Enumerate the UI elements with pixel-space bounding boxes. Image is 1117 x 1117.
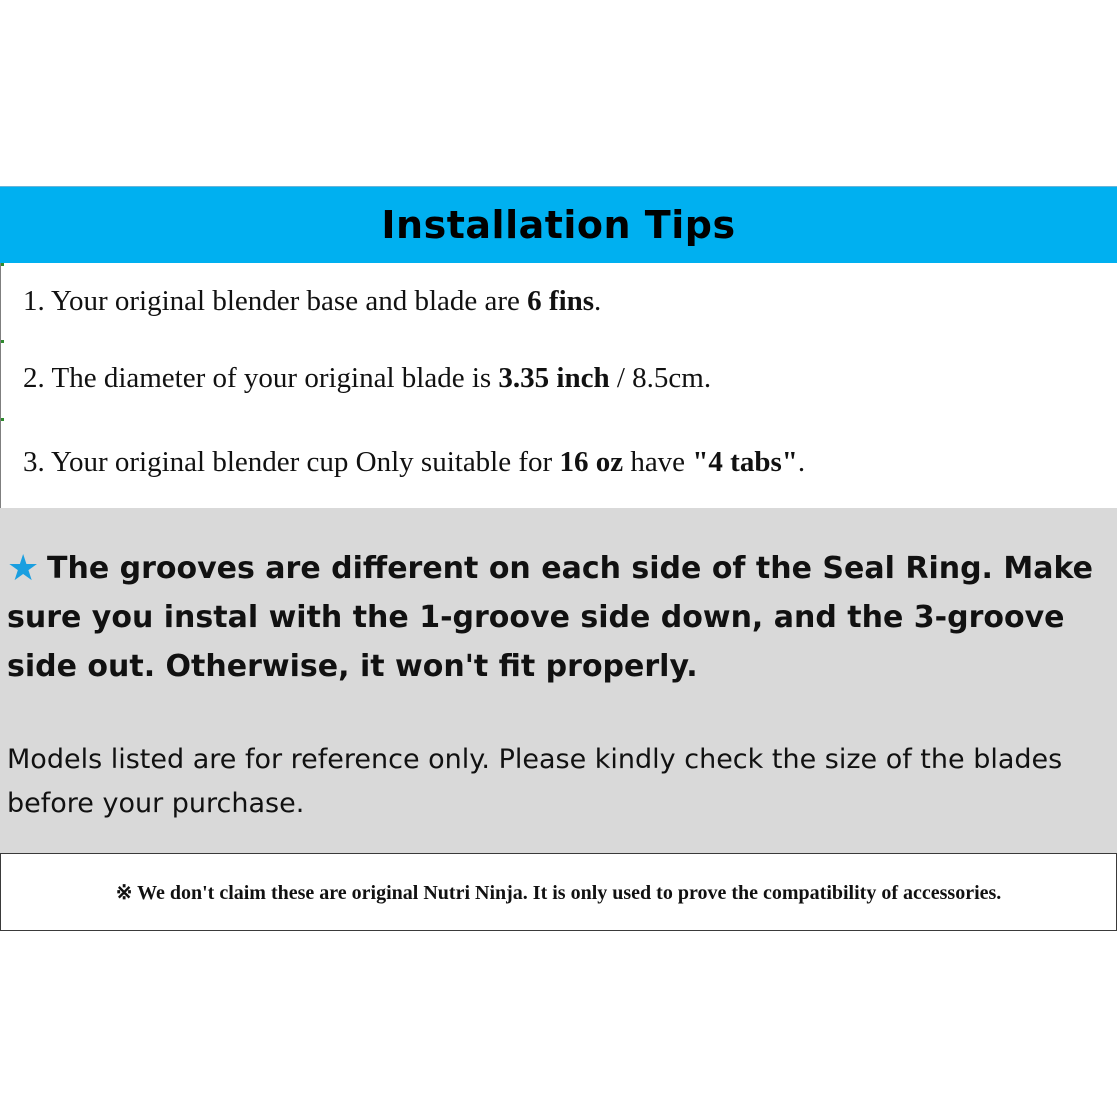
tip-text: Your original blender base and blade are bbox=[50, 285, 528, 317]
header-banner bbox=[0, 186, 1117, 263]
tip-emphasis: 16 oz bbox=[559, 446, 624, 478]
row-marker bbox=[1, 263, 4, 266]
tips-list bbox=[0, 263, 1117, 508]
row-marker bbox=[1, 418, 4, 421]
tip-text: . bbox=[594, 285, 602, 317]
tip-item-3 bbox=[23, 446, 805, 479]
tip-number: 3. bbox=[23, 446, 45, 478]
warning-text: The grooves are different on each side of the Seal Ring. Make sure you instal with the 1-groove side down, and the 3-groove side out. Otherwise, it won't fit properly. bbox=[7, 551, 1093, 684]
seal-ring-warning bbox=[7, 544, 1102, 691]
tip-emphasis: "4 tabs" bbox=[692, 446, 798, 478]
page-title: Installation Tips bbox=[381, 203, 736, 247]
reference-note: Models listed are for reference only. Please kindly check the size of the blades before your purchase. bbox=[7, 744, 1063, 819]
tip-text: / 8.5cm. bbox=[609, 362, 712, 394]
tip-number: 1. bbox=[23, 285, 45, 317]
tip-text: . bbox=[797, 446, 806, 478]
tip-emphasis: 6 fins bbox=[527, 285, 595, 317]
tip-text: have bbox=[623, 446, 693, 478]
tip-text: The diameter of your original blade is bbox=[51, 362, 499, 394]
star-icon: ★ bbox=[7, 548, 40, 589]
tip-item-2 bbox=[23, 362, 711, 395]
tip-text: Your original blender cup Only suitable for bbox=[50, 446, 560, 478]
disclaimer-box bbox=[0, 853, 1117, 931]
tip-emphasis: 3.35 inch bbox=[498, 362, 610, 394]
row-marker bbox=[1, 340, 4, 343]
notice-block bbox=[0, 508, 1117, 853]
tip-item-1 bbox=[23, 285, 601, 318]
installation-tips-panel bbox=[0, 186, 1117, 931]
disclaimer-text: ※ We don't claim these are original Nutri Ninja. It is only used to prove the compatibility of accessories. bbox=[115, 881, 1002, 904]
tip-number: 2. bbox=[23, 362, 45, 394]
